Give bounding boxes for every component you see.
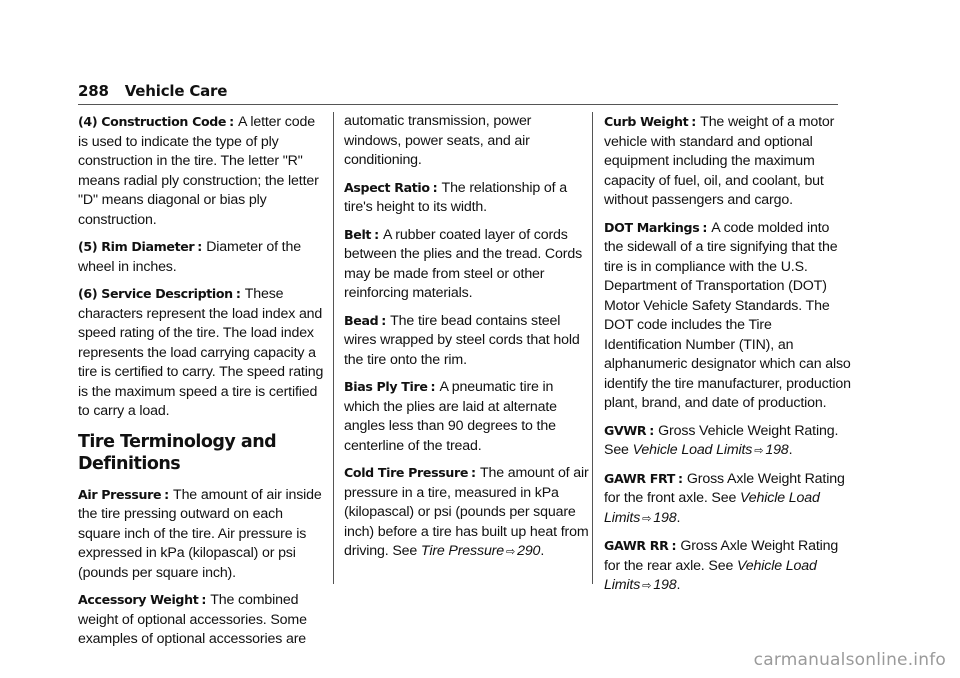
definition-text: Diameter of the wheel in inches. — [78, 239, 301, 275]
cross-reference-link[interactable]: Tire Pressure — [420, 543, 504, 559]
definition-text: The amount of air pressure in a tire, measured in kPa (kilopascal) or psi (pounds per square inch) before a tire has built up heat from driving. See — [344, 465, 589, 559]
definition-entry: GAWR FRT : Gross Axle Weight Rating for the front axle. See Vehicle Load Limits ⇨ 198. — [604, 470, 845, 526]
definition-entry: Accessory Weight : The combined weight of optional accessories. Some examples of optional accessories are — [78, 592, 307, 647]
definition-term: Bias Ply Tire — [344, 379, 428, 394]
definition-term: (5) Rim Diameter — [78, 239, 195, 254]
definition-entry: (6) Service Description : These characters represent the load index and speed rating of the tire. The load index represents the load carrying capacity a tire is certified to carry. The speed rating is the maximum speed a tire is certified to carry a load. — [78, 286, 324, 419]
section-heading: Tire Terminology and Definitions — [78, 431, 277, 474]
definition-entry: Bias Ply Tire : A pneumatic tire in which the plies are laid at alternate angles less than 90 degrees to the centerline of the tread. — [344, 379, 557, 454]
definition-text: Gross Axle Weight Rating for the rear axle. See — [604, 538, 839, 574]
cross-reference-page[interactable]: 198 — [653, 509, 677, 526]
page-number: 288 — [78, 82, 109, 100]
definition-term: Air Pressure — [78, 486, 162, 502]
cross-reference-link[interactable]: Vehicle Load Limits — [632, 442, 753, 458]
definition-term: Bead — [344, 312, 379, 328]
definition-entry: Aspect Ratio : The relationship of a tire's height to its width. — [344, 179, 567, 215]
definition-entry: Curb Weight : The weight of a motor vehicle with standard and optional equipment including the maximum capacity of fuel, oil, and coolant, but without passengers and cargo. — [604, 114, 835, 208]
definition-term: GAWR FRT — [604, 470, 676, 486]
continuation-text: automatic transmission, power windows, power seats, and air conditioning. — [344, 113, 532, 168]
definition-entry: GAWR RR : Gross Axle Weight Rating for the rear axle. See Vehicle Load Limits ⇨ 198. — [604, 538, 839, 593]
cross-reference-page[interactable]: 290 — [517, 543, 541, 559]
definition-text: A pneumatic tire in which the plies are laid at alternate angles less than 90 degrees to the centerline of the tread. — [344, 379, 557, 454]
header-rule — [78, 104, 838, 105]
definition-entry: GVWR : Gross Vehicle Weight Rating. See Vehicle Load Limits ⇨ 198. — [604, 422, 839, 458]
definition-term: Accessory Weight — [78, 592, 199, 607]
section-title: Vehicle Care — [124, 82, 228, 100]
definition-text: The relationship of a tire's height to its width. — [344, 179, 567, 215]
definition-text: The weight of a motor vehicle with standard and optional equipment including the maximum capacity of fuel, oil, and coolant, but without passengers and cargo. — [604, 114, 835, 208]
arrow-circle-icon: ⇨ — [642, 512, 652, 525]
arrow-circle-icon: ⇨ — [754, 445, 764, 457]
definition-text: A rubber coated layer of cords between the plies and the tread. Cords may be made from steel or other reinforcing materials. — [344, 226, 583, 301]
definition-entry: (5) Rim Diameter : Diameter of the wheel in inches. — [78, 239, 301, 275]
definition-entry: Cold Tire Pressure : The amount of air pressure in a tire, measured in kPa (kilopascal) or psi (pounds per square inch) before a tire has built up heat from driving. See Tire Pressure ⇨ 290. — [344, 465, 589, 559]
arrow-circle-icon: ⇨ — [506, 546, 516, 558]
column-1 — [78, 112, 326, 657]
definition-text: The combined weight of optional accessories. Some examples of optional accessories are — [78, 592, 307, 647]
definition-term: (4) Construction Code — [78, 114, 227, 129]
column-2 — [344, 112, 592, 570]
definition-text: A code molded into the sidewall of a tire signifying that the tire is in compliance with the U.S. Department of Transportation (DOT) Motor Vehicle Safety Standards. The DOT code includes the Tire Identification Number (TIN), an alphanumeric designator which can also identify the tire manufacturer, production plant, brand, and date of production. — [604, 219, 851, 411]
definition-text: The amount of air inside the tire pressing outward on each square inch of the tire. Air pressure is expressed in kPa (kilopascal) or psi (pounds per square inch). — [78, 486, 322, 581]
definition-entry: (4) Construction Code : A letter code is used to indicate the type of ply construction in the tire. The letter "R" means radial ply construction; the letter "D" means diagonal or bias ply construction. — [78, 114, 319, 228]
definition-term: Aspect Ratio — [344, 179, 430, 195]
definition-term: Curb Weight — [604, 114, 689, 129]
definition-term: GAWR RR — [604, 538, 669, 553]
cross-reference-page[interactable]: 198 — [653, 577, 677, 593]
definition-term: (6) Service Description — [78, 286, 233, 301]
watermark: carmanualsonline.info — [753, 650, 946, 670]
definition-text: A letter code is used to indicate the type of ply construction in the tire. The letter "R" means radial ply construction; the letter "D" means diagonal or bias ply construction. — [78, 114, 319, 228]
definition-term: Belt — [344, 226, 372, 242]
cross-reference-page[interactable]: 198 — [765, 442, 789, 458]
definition-entry: Belt : A rubber coated layer of cords between the plies and the tread. Cords may be made from steel or other reinforcing materials. — [344, 226, 583, 301]
definition-entry: Air Pressure : The amount of air inside the tire pressing outward on each square inch of the tire. Air pressure is expressed in kPa (kilopascal) or psi (pounds per square inch). — [78, 486, 322, 581]
definition-term: GVWR — [604, 422, 647, 438]
definition-text: The tire bead contains steel wires wrapped by steel cords that hold the tire onto the rim. — [344, 312, 580, 368]
definition-text: These characters represent the load index and speed rating of the tire. The load index represents the load carrying capacity a tire is certified to carry. The speed rating is the maximum speed a tire is certified to carry a load. — [78, 286, 324, 419]
definition-text: Gross Axle Weight Rating for the front axle. See — [604, 470, 845, 506]
definition-text: Gross Vehicle Weight Rating. See — [604, 422, 839, 458]
column-divider — [592, 112, 593, 584]
definition-entry: DOT Markings : A code molded into the sidewall of a tire signifying that the tire is in compliance with the U.S. Department of Transportation (DOT) Motor Vehicle Safety Standards. The DOT code includes the Tire Identification Number (TIN), an alphanumeric designator which can also identify the tire manufacturer, production plant, brand, and date of production. — [604, 219, 851, 411]
column-divider — [333, 112, 334, 584]
definition-entry: Bead : The tire bead contains steel wires wrapped by steel cords that hold the tire onto the rim. — [344, 312, 580, 368]
definition-term: Cold Tire Pressure — [344, 465, 469, 480]
cross-reference-link[interactable]: Vehicle Load Limits — [604, 557, 817, 593]
arrow-circle-icon: ⇨ — [642, 580, 652, 592]
column-3 — [604, 112, 852, 604]
page-header — [78, 82, 227, 100]
cross-reference-link[interactable]: Vehicle Load Limits — [604, 490, 820, 526]
definition-term: DOT Markings — [604, 219, 700, 235]
